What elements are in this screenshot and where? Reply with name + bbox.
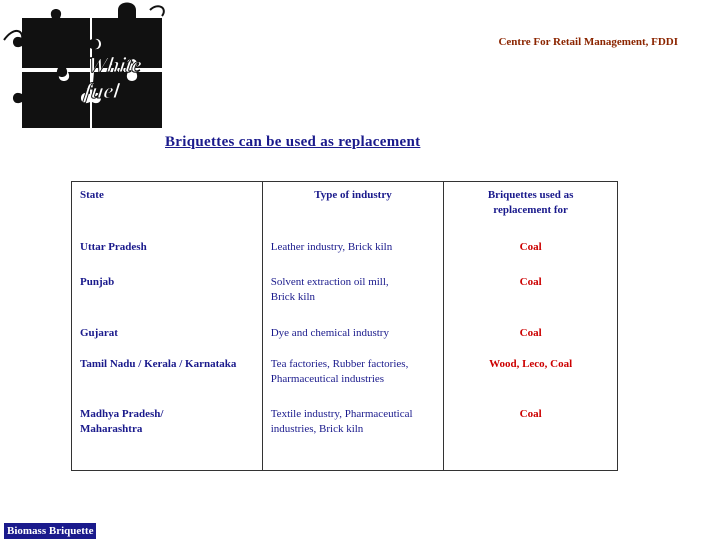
row-state: Gujarat [72,320,263,351]
logo-text: White fuel [82,52,144,103]
row-replacement: Coal [444,269,618,320]
row-industry: Solvent extraction oil mill, Brick kiln [262,269,444,320]
logo [0,0,180,150]
row-industry: Dye and chemical industry [262,320,444,351]
row-replacement: Coal [444,320,618,351]
header-state: State [72,182,263,234]
row-state: Madhya Pradesh/ Maharashtra [72,401,263,471]
row-industry: Textile industry, Pharmaceutical industries, Brick kiln [262,401,444,471]
table-header-row [72,182,618,234]
replacement-table [71,181,618,471]
org-header: Centre For Retail Management, FDDI [498,36,678,48]
table-row [72,234,618,269]
header-replacement: Briquettes used as replacement for [444,182,618,234]
row-state: Uttar Pradesh [72,234,263,269]
header-industry: Type of industry [262,182,444,234]
slide-title: Briquettes can be used as replacement [165,134,421,150]
row-industry: Tea factories, Rubber factories, Pharmaceutical industries [262,351,444,401]
table-row [72,401,618,471]
footer-label: Biomass Briquette [4,523,96,539]
table-row [72,320,618,351]
row-state: Punjab [72,269,263,320]
row-industry: Leather industry, Brick kiln [262,234,444,269]
table-row [72,351,618,401]
row-state: Tamil Nadu / Kerala / Karnataka [72,351,263,401]
row-replacement: Wood, Leco, Coal [444,351,618,401]
row-replacement: Coal [444,234,618,269]
table-row [72,269,618,320]
row-replacement: Coal [444,401,618,471]
